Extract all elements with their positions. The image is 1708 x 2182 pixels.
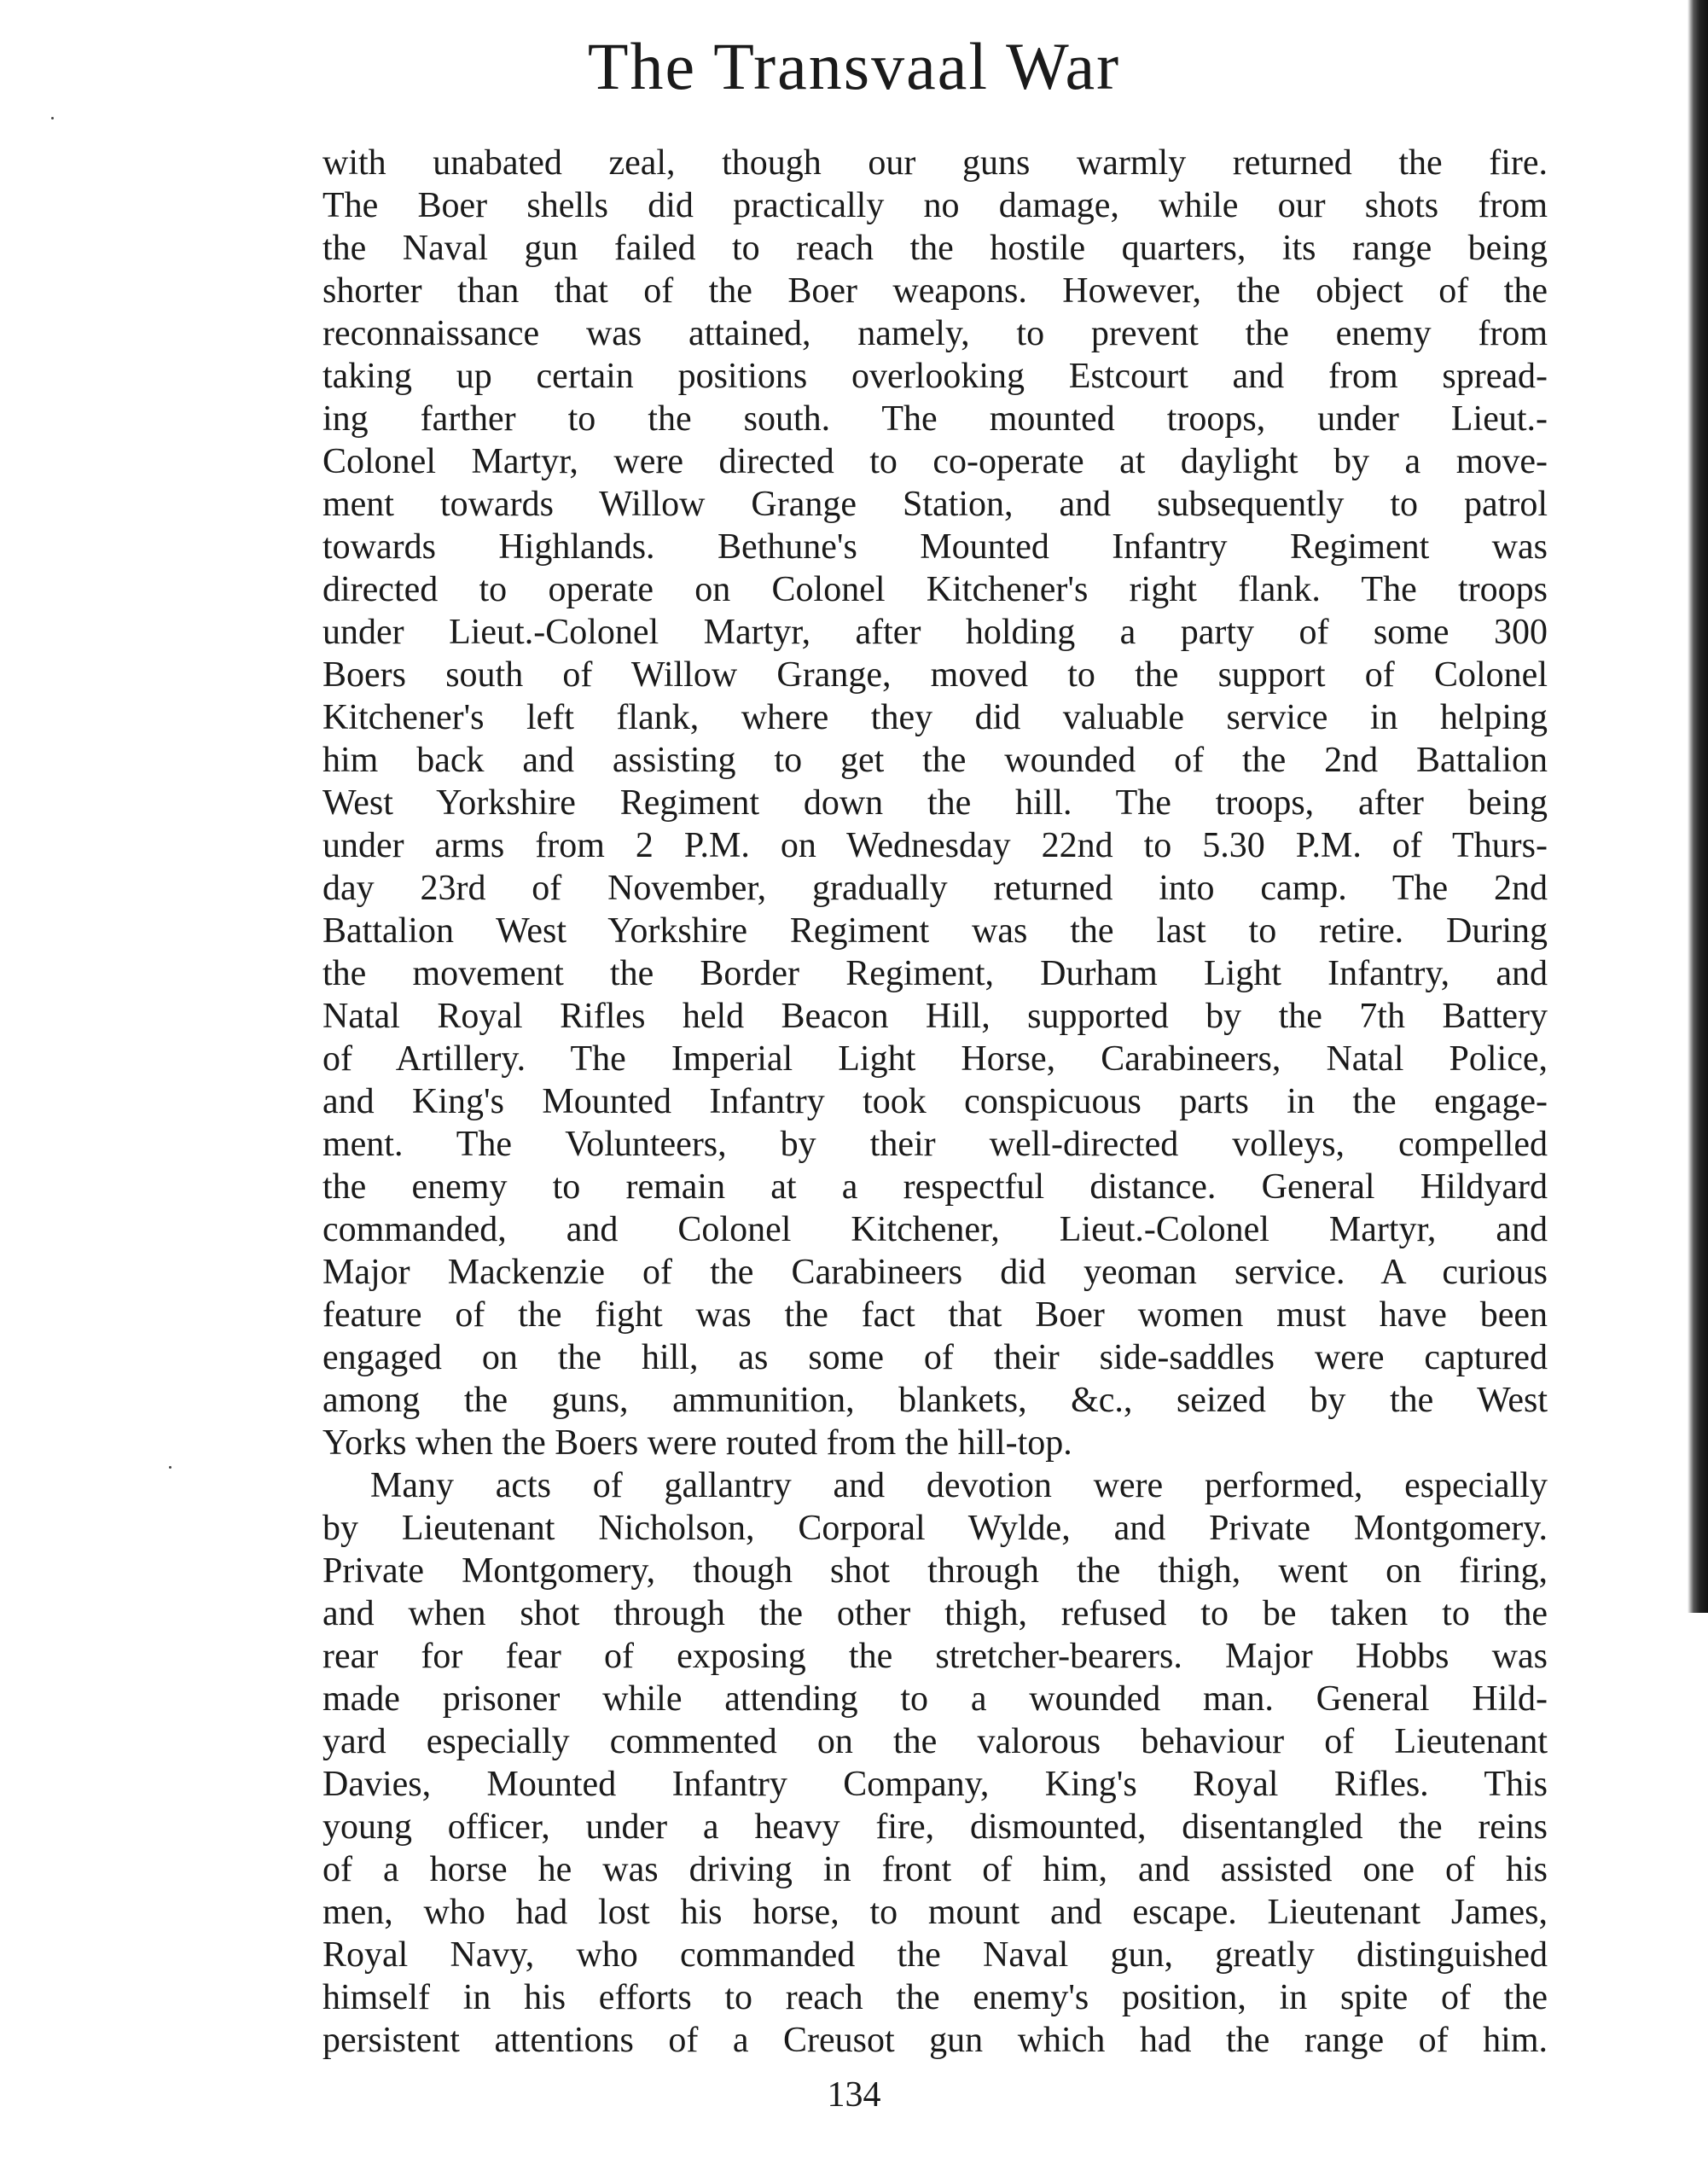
text-line: Many acts of gallantry and devotion were performed, especially [370,1466,1548,1505]
text-line: day 23rd of November, gradually returned into camp. The 2nd [322,869,1548,908]
paragraph [322,142,1548,1464]
text-line: with unabated zeal, though our guns warmly returned the fire. [322,143,1548,183]
text-line: rear for fear of exposing the stretcher-bearers. Major Hobbs was [322,1637,1548,1676]
text-line: feature of the fight was the fact that Boer women must have been [322,1295,1548,1335]
text-line: engaged on the hill, as some of their side-saddles were captured [322,1338,1548,1377]
text-line: ment. The Volunteers, by their well-directed volleys, compelled [322,1125,1548,1164]
text-line: Boers south of Willow Grange, moved to the support of Colonel [322,655,1548,695]
text-line: of Artillery. The Imperial Light Horse, Carabineers, Natal Police, [322,1039,1548,1079]
text-line: shorter than that of the Boer weapons. However, the object of the [322,271,1548,311]
text-line: men, who had lost his horse, to mount and escape. Lieutenant James, [322,1893,1548,1932]
text-line: Royal Navy, who commanded the Naval gun, greatly distinguished [322,1935,1548,1975]
body-text [322,142,1548,2062]
text-line: the enemy to remain at a respectful distance. General Hildyard [322,1167,1548,1207]
text-line: the movement the Border Regiment, Durham Light Infantry, and [322,954,1548,993]
text-line: reconnaissance was attained, namely, to prevent the enemy from [322,314,1548,353]
text-line: him back and assisting to get the wounded of the 2nd Battalion [322,741,1548,780]
text-line: Kitchener's left flank, where they did valuable service in helping [322,698,1548,737]
text-line: yard especially commented on the valorous behaviour of Lieutenant [322,1722,1548,1761]
page-title: The Transvaal War [587,29,1121,103]
scan-speck [169,1466,171,1469]
text-line: under Lieut.-Colonel Martyr, after holding a party of some 300 [322,613,1548,652]
text-line: towards Highlands. Bethune's Mounted Infantry Regiment was [322,527,1548,567]
text-line: Major Mackenzie of the Carabineers did yeoman service. A curious [322,1253,1548,1292]
text-line: directed to operate on Colonel Kitchener's right flank. The troops [322,570,1548,609]
paragraph [322,1464,1548,2062]
text-line: Natal Royal Rifles held Beacon Hill, supported by the 7th Battery [322,997,1548,1036]
text-line: persistent attentions of a Creusot gun which had the range of him. [322,2021,1548,2060]
text-line: Yorks when the Boers were routed from the hill-top. [322,1423,1072,1463]
text-line: commanded, and Colonel Kitchener, Lieut.-Colonel Martyr, and [322,1210,1548,1249]
text-line: young officer, under a heavy fire, dismounted, disentangled the reins [322,1807,1548,1847]
text-line: under arms from 2 P.M. on Wednesday 22nd to 5.30 P.M. of Thurs- [322,826,1548,865]
text-line: made prisoner while attending to a wounded man. General Hild- [322,1679,1548,1719]
text-line: Davies, Mounted Infantry Company, King's Royal Rifles. This [322,1765,1548,1804]
text-line: of a horse he was driving in front of him, and assisted one of his [322,1850,1548,1889]
scan-edge-shadow [1688,0,1708,1613]
scan-speck [51,117,54,119]
page-number: 134 [827,2075,881,2115]
text-line: West Yorkshire Regiment down the hill. The troops, after being [322,783,1548,823]
text-line: himself in his efforts to reach the enemy's position, in spite of the [322,1978,1548,2017]
text-line: taking up certain positions overlooking Estcourt and from spread- [322,357,1548,396]
text-line: and King's Mounted Infantry took conspicuous parts in the engage- [322,1082,1548,1121]
text-line: the Naval gun failed to reach the hostile quarters, its range being [322,229,1548,268]
text-line: ing farther to the south. The mounted troops, under Lieut.- [322,399,1548,439]
text-line: and when shot through the other thigh, refused to be taken to the [322,1594,1548,1633]
text-line: Colonel Martyr, were directed to co-operate at daylight by a move- [322,442,1548,481]
text-line: by Lieutenant Nicholson, Corporal Wylde, and Private Montgomery. [322,1509,1548,1548]
text-line: Battalion West Yorkshire Regiment was the last to retire. During [322,911,1548,951]
text-line: The Boer shells did practically no damage, while our shots from [322,186,1548,225]
text-line: ment towards Willow Grange Station, and subsequently to patrol [322,485,1548,524]
text-line: Private Montgomery, though shot through the thigh, went on firing, [322,1551,1548,1591]
text-line: among the guns, ammunition, blankets, &c., seized by the West [322,1381,1548,1420]
